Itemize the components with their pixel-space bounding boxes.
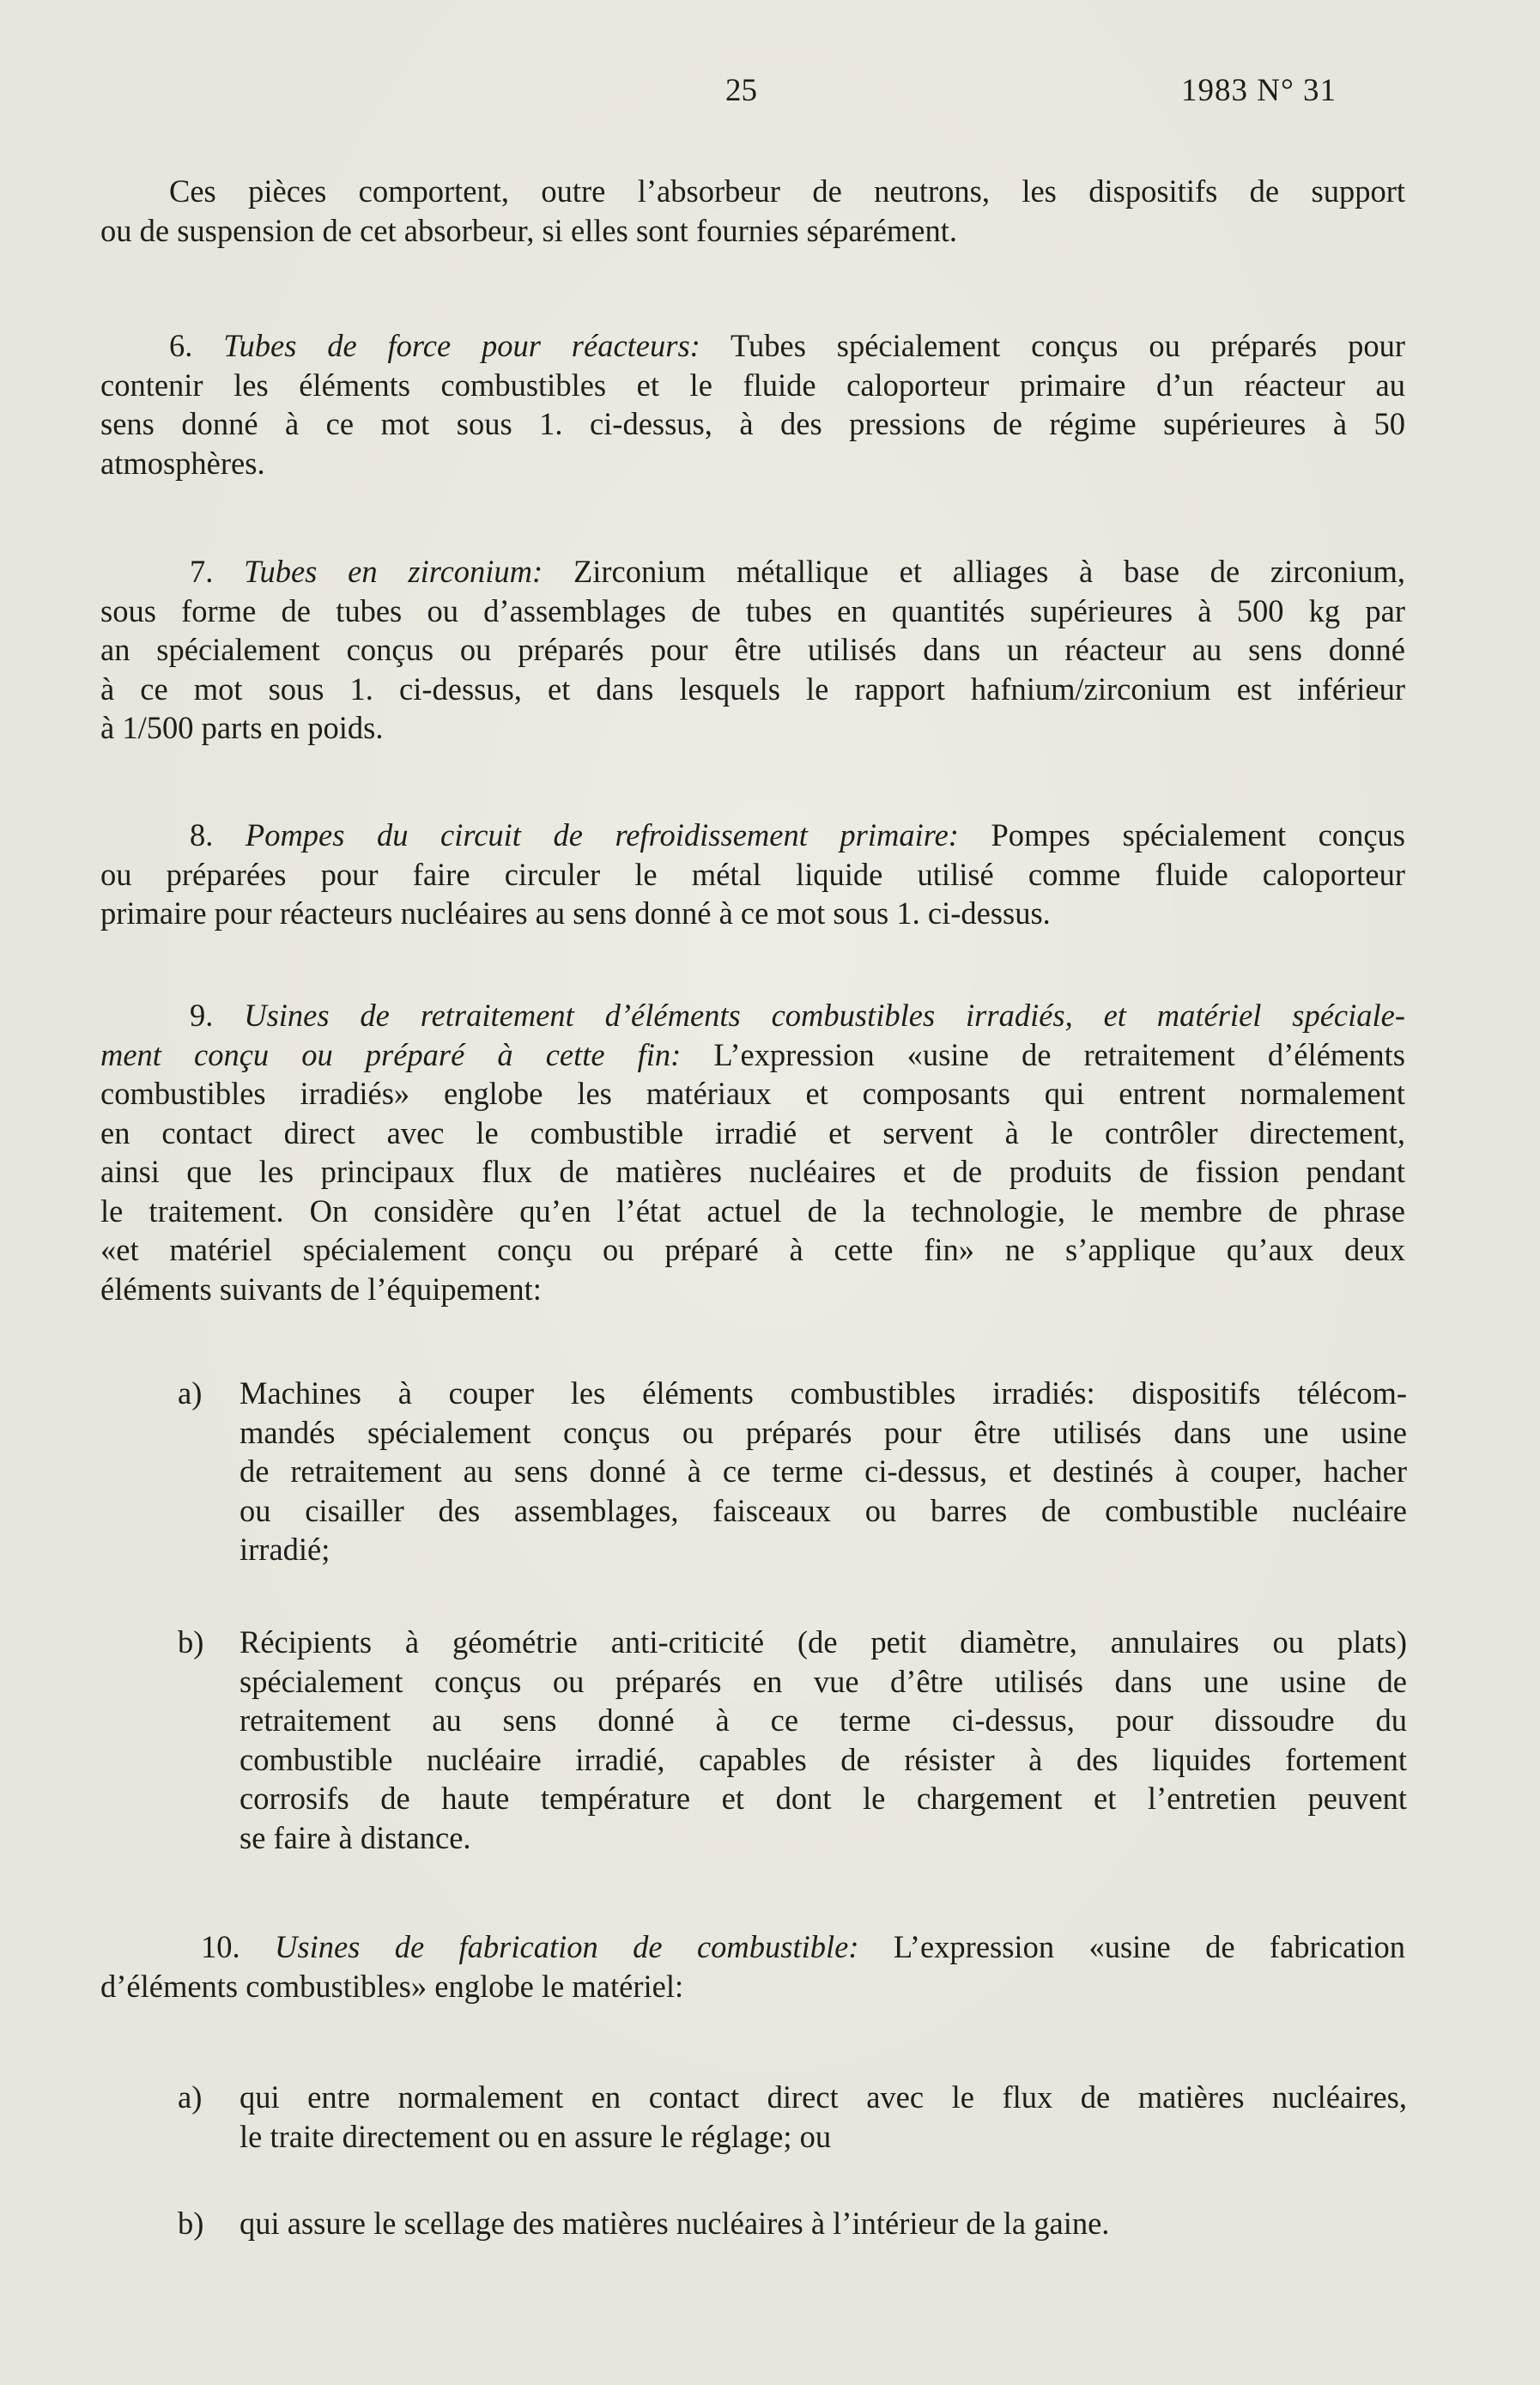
text-line: contenir les éléments combustibles et le fluide caloporteur primaire d’un réacteur au	[100, 367, 1405, 403]
text-run: Pompes spécialement conçus	[958, 817, 1405, 853]
paragraph-first-line	[100, 996, 1405, 1035]
paragraph-first-line	[100, 1927, 1405, 1967]
text-line: ou de suspension de cet absorbeur, si elles sont fournies séparément.	[100, 212, 957, 248]
text-run: Tubes spécialement conçus ou préparés pour	[700, 328, 1406, 363]
text-run: L’expression «usine de retraitement d’éléments	[681, 1036, 1406, 1072]
text-line: atmosphères.	[100, 445, 265, 481]
text-line: d’éléments combustibles» englobe le matériel:	[100, 1968, 684, 2004]
text-line: le traite directement ou en assure le réglage; ou	[239, 2118, 832, 2154]
text-run: Zirconium métallique et alliages à base de zirconium,	[543, 554, 1406, 589]
paragraph-title: Pompes du circuit de refroidissement primaire:	[245, 817, 959, 853]
paragraph-9	[100, 996, 1405, 1308]
paragraph-6	[100, 326, 1405, 482]
paragraph-second-line	[100, 1035, 1405, 1075]
paragraph-title: Usines de retraitement d’éléments combustibles irradiés, et matériel spéciale-	[244, 998, 1405, 1033]
text-line: à ce mot sous 1. ci-dessus, et dans lesquels le rapport hafnium/zirconium est inférieur	[100, 671, 1405, 707]
text-line: retraitement au sens donné à ce terme ci-dessus, pour dissoudre du	[239, 1702, 1407, 1738]
text-line: en contact direct avec le combustible irradié et servent à le contrôler directement,	[100, 1114, 1405, 1150]
list-item-body	[239, 2204, 1407, 2243]
text-line: corrosifs de haute température et dont le chargement et l’entretien peuvent	[239, 1781, 1407, 1816]
text-line: se faire à distance.	[239, 1819, 471, 1855]
text-line: à 1/500 parts en poids.	[100, 710, 384, 745]
text-line: irradié;	[239, 1532, 330, 1567]
list-item-body	[239, 1623, 1407, 1857]
paragraph-number: 10.	[201, 1929, 240, 1964]
text-line: sous forme de tubes ou d’assemblages de tubes en quantités supérieures à 500 kg par	[100, 592, 1405, 628]
list-marker: b)	[178, 1624, 204, 1660]
paragraph-title: Usines de fabrication de combustible:	[275, 1929, 859, 1964]
paragraph-first-line	[100, 816, 1405, 855]
text-line: an spécialement conçus ou préparés pour être utilisés dans un réacteur au sens donné	[100, 632, 1405, 667]
paragraph-first-line	[100, 552, 1405, 592]
text-line: primaire pour réacteurs nucléaires au sens donné à ce mot sous 1. ci-dessus.	[100, 895, 1051, 931]
list-marker: a)	[178, 1375, 203, 1411]
list-marker: a)	[178, 2079, 203, 2115]
text-line: sens donné à ce mot sous 1. ci-dessus, à des pressions de régime supérieures à 50	[100, 406, 1405, 441]
list-marker: b)	[178, 2206, 204, 2241]
paragraph-number: 8.	[190, 817, 214, 853]
text-run: L’expression «usine de fabrication	[858, 1929, 1405, 1964]
paragraph-number: 7.	[190, 554, 214, 589]
text-line: mandés spécialement conçus ou préparés pour être utilisés dans une usine	[239, 1414, 1407, 1450]
text-line: ou cisailler des assemblages, faisceaux ou barres de combustible nucléaire	[239, 1492, 1407, 1528]
text-line: qui entre normalement en contact direct avec le flux de matières nucléaires,	[239, 2079, 1407, 2115]
list-item-body	[239, 2078, 1407, 2156]
text-line: de retraitement au sens donné à ce terme ci-dessus, et destinés à couper, hacher	[239, 1453, 1407, 1489]
paragraph-8	[100, 816, 1405, 933]
text-line: Récipients à géométrie anti-criticité (de petit diamètre, annulaires ou plats)	[239, 1624, 1407, 1660]
text-line: Ces pièces comportent, outre l’absorbeur de neutrons, les dispositifs de support	[169, 173, 1405, 209]
paragraph-7	[100, 552, 1405, 748]
issue-reference: 1983 N° 31	[1181, 73, 1337, 108]
text-line: ou préparées pour faire circuler le métal liquide utilisé comme fluide caloporteur	[100, 856, 1405, 892]
paragraph-title-continued: ment conçu ou préparé à cette fin:	[100, 1036, 682, 1072]
paragraph-first-line	[100, 326, 1405, 366]
text-line: spécialement conçus ou préparés en vue d’être utilisés dans une usine de	[239, 1663, 1407, 1699]
page-number: 25	[725, 73, 757, 108]
text-line: combustibles irradiés» englobe les matériaux et composants qui entrent normalement	[100, 1076, 1405, 1111]
paragraph-title: Tubes de force pour réacteurs:	[223, 328, 700, 363]
text-line: le traitement. On considère qu’en l’état actuel de la technologie, le membre de phrase	[100, 1192, 1405, 1229]
paragraph-number: 6.	[169, 328, 193, 363]
paragraph-intro	[100, 172, 1405, 250]
text-line: ainsi que les principaux flux de matières nucléaires et de produits de fission pendant	[100, 1154, 1405, 1189]
text-line: combustible nucléaire irradié, capables de résister à des liquides fortement	[239, 1741, 1407, 1777]
paragraph-title: Tubes en zirconium:	[244, 554, 543, 589]
text-line: éléments suivants de l’équipement:	[100, 1271, 542, 1307]
page-header	[0, 72, 1540, 115]
list-item-body	[239, 1374, 1407, 1569]
text-line: «et matériel spécialement conçu ou préparé à cette fin» ne s’applique qu’aux deux	[100, 1232, 1405, 1267]
paragraph-number: 9.	[190, 998, 214, 1033]
paragraph-10	[100, 1927, 1405, 2006]
text-line: qui assure le scellage des matières nucléaires à l’intérieur de la gaine.	[239, 2206, 1110, 2241]
text-line: Machines à couper les éléments combustibles irradiés: dispositifs télécom-	[239, 1375, 1407, 1411]
